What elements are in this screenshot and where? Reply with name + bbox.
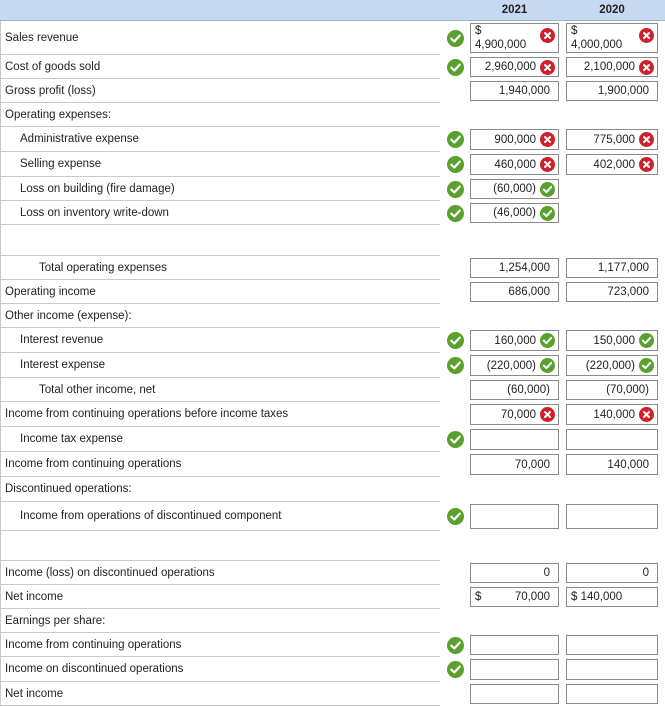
table-row <box>0 103 665 127</box>
amount-input-2021[interactable] <box>470 635 559 655</box>
amount-value: 150,000 <box>593 334 635 347</box>
cell-2020 <box>564 280 660 304</box>
amount-value: $ 140,000 <box>571 591 623 603</box>
amount-input-2021[interactable] <box>470 203 559 223</box>
amount-value: 4,000,000 <box>571 39 623 51</box>
table-header <box>0 0 665 21</box>
incorrect-icon <box>639 60 654 75</box>
cell-2021 <box>468 55 561 79</box>
correct-icon <box>639 358 654 373</box>
column-header-2020: 2020 <box>599 4 625 16</box>
cell-2020 <box>564 328 660 353</box>
row-label: Income tax expense <box>0 427 440 452</box>
amount-value: 1,254,000 <box>498 262 550 274</box>
amount-value: 4,900,000 <box>475 39 527 51</box>
table-row <box>0 452 665 477</box>
check-icon <box>447 357 464 374</box>
amount-input-2021[interactable] <box>470 659 559 680</box>
amount-input-2020[interactable] <box>566 454 658 475</box>
cell-2020 <box>564 21 660 55</box>
cell-2021 <box>468 452 561 477</box>
amount-value: 775,000 <box>593 133 635 146</box>
table-row <box>0 531 665 561</box>
amount-input-2020[interactable] <box>566 330 658 351</box>
table-row <box>0 55 665 79</box>
table-row <box>0 256 665 280</box>
cell-2021 <box>468 353 561 378</box>
amount-input-2021[interactable] <box>470 129 559 150</box>
amount-value: 2,960,000 <box>484 61 536 73</box>
row-label: Gross profit (loss) <box>0 79 440 103</box>
cell-2020 <box>564 378 660 402</box>
row-label: Earnings per share: <box>0 609 440 633</box>
table-row <box>0 201 665 225</box>
check-icon <box>447 637 464 654</box>
cell-2021 <box>468 328 561 353</box>
row-label: Total other income, net <box>0 378 440 402</box>
amount-input-2020[interactable] <box>566 355 658 376</box>
amount-input-2021[interactable] <box>470 57 559 77</box>
check-icon <box>447 131 464 148</box>
cell-2020 <box>564 657 660 682</box>
incorrect-icon <box>540 157 555 172</box>
amount-input-2021[interactable] <box>470 587 559 607</box>
check-icon <box>447 431 464 448</box>
table-row <box>0 127 665 152</box>
incorrect-icon <box>639 28 654 43</box>
cell-2021 <box>468 502 561 531</box>
cell-2021 <box>468 561 561 585</box>
cell-2020 <box>564 353 660 378</box>
amount-value: 1,940,000 <box>498 85 550 97</box>
amount-input-2020[interactable] <box>566 154 658 175</box>
amount-input-2021[interactable] <box>470 504 559 529</box>
amount-input-2020[interactable] <box>566 684 658 704</box>
amount-input-2021[interactable] <box>470 81 559 101</box>
amount-input-2021[interactable] <box>470 454 559 475</box>
amount-input-2021[interactable] <box>470 563 559 583</box>
amount-input-2020[interactable] <box>566 563 658 583</box>
table-row <box>0 477 665 502</box>
cell-2021 <box>468 256 561 280</box>
row-label <box>0 225 440 256</box>
amount-input-2020[interactable] <box>566 659 658 680</box>
row-label: Net income <box>0 682 440 706</box>
amount-value: (220,000) <box>585 359 635 372</box>
row-label: Income from continuing operations <box>0 452 440 477</box>
row-label: Operating expenses: <box>0 103 440 127</box>
table-row <box>0 177 665 201</box>
amount-input-2020[interactable] <box>566 258 658 278</box>
cell-2021 <box>468 682 561 706</box>
table-row <box>0 353 665 378</box>
row-label: Income (loss) on discontinued operations <box>0 561 440 585</box>
amount-input-2021[interactable] <box>470 282 559 302</box>
row-label: Income on discontinued operations <box>0 657 440 682</box>
table-row <box>0 225 665 256</box>
cell-2020 <box>564 585 660 609</box>
incorrect-icon <box>540 407 555 422</box>
correct-icon <box>540 182 555 197</box>
amount-value: 160,000 <box>494 334 536 347</box>
amount-input-2021[interactable] <box>470 684 559 704</box>
incorrect-icon <box>639 407 654 422</box>
row-label <box>0 531 440 561</box>
table-row <box>0 427 665 452</box>
amount-value: (220,000) <box>486 359 536 372</box>
amount-input-2021[interactable] <box>470 380 559 400</box>
row-label: Loss on inventory write-down <box>0 201 440 225</box>
amount-value: 0 <box>543 567 550 579</box>
amount-value: 70,000 <box>500 408 536 421</box>
row-label: Income from continuing operations <box>0 633 440 657</box>
row-label: Selling expense <box>0 152 440 177</box>
amount-input-2021[interactable] <box>470 179 559 199</box>
amount-input-2021[interactable] <box>470 330 559 351</box>
check-icon <box>447 332 464 349</box>
amount-input-2020[interactable] <box>566 380 658 400</box>
incorrect-icon <box>639 132 654 147</box>
check-icon <box>447 661 464 678</box>
row-label: Sales revenue <box>0 21 440 55</box>
amount-input-2020[interactable] <box>566 635 658 655</box>
check-icon <box>447 30 464 47</box>
row-label: Income from operations of discontinued component <box>0 502 440 531</box>
currency-symbol: $ <box>571 25 578 37</box>
amount-input-2020[interactable] <box>566 504 658 529</box>
amount-value: (60,000) <box>493 183 536 195</box>
cell-2020 <box>564 427 660 452</box>
row-label: Interest expense <box>0 353 440 378</box>
check-icon <box>447 508 464 525</box>
cell-2020 <box>564 127 660 152</box>
row-label: Income from continuing operations before income taxes <box>0 402 440 427</box>
column-header-2021: 2021 <box>501 4 528 16</box>
table-row <box>0 79 665 103</box>
cell-2021 <box>468 21 561 55</box>
amount-input-2020[interactable] <box>566 57 658 77</box>
amount-value: 460,000 <box>494 158 536 171</box>
table-row <box>0 585 665 609</box>
amount-value: 2,100,000 <box>583 61 635 73</box>
table-row <box>0 633 665 657</box>
row-label: Net income <box>0 585 440 609</box>
amount-input-2021[interactable] <box>470 355 559 376</box>
cell-2021 <box>468 79 561 103</box>
check-icon <box>447 59 464 76</box>
amount-value: 723,000 <box>607 286 649 298</box>
correct-icon <box>540 333 555 348</box>
cell-2021 <box>468 378 561 402</box>
amount-input-2020[interactable] <box>566 81 658 101</box>
incorrect-icon <box>639 157 654 172</box>
amount-value: 70,000 <box>514 458 550 471</box>
cell-2021 <box>468 280 561 304</box>
table-row <box>0 378 665 402</box>
table-row <box>0 657 665 682</box>
table-row <box>0 280 665 304</box>
row-label: Total operating expenses <box>0 256 440 280</box>
table-row <box>0 21 665 55</box>
cell-2020 <box>564 152 660 177</box>
amount-input-2020[interactable] <box>566 282 658 302</box>
amount-input-2021[interactable] <box>470 258 559 278</box>
correct-icon <box>639 333 654 348</box>
row-label: Interest revenue <box>0 328 440 353</box>
amount-value: (46,000) <box>493 207 536 219</box>
amount-input-2020[interactable] <box>566 404 658 425</box>
row-label: Operating income <box>0 280 440 304</box>
amount-value: 686,000 <box>508 286 550 298</box>
check-icon <box>447 156 464 173</box>
amount-input-2020[interactable] <box>566 429 658 450</box>
table-row <box>0 682 665 706</box>
cell-2021 <box>468 585 561 609</box>
cell-2020 <box>564 682 660 706</box>
row-label: Discontinued operations: <box>0 477 440 502</box>
table-row <box>0 152 665 177</box>
amount-input-2021[interactable] <box>470 23 559 53</box>
table-row <box>0 561 665 585</box>
amount-input-2021[interactable] <box>470 429 559 450</box>
amount-input-2021[interactable] <box>470 154 559 175</box>
table-row <box>0 328 665 353</box>
cell-2020 <box>564 452 660 477</box>
cell-2020 <box>564 561 660 585</box>
cell-2020 <box>564 402 660 427</box>
amount-value: 900,000 <box>494 133 536 146</box>
amount-value: 0 <box>642 567 649 579</box>
incorrect-icon <box>540 132 555 147</box>
amount-value: (60,000) <box>507 384 550 396</box>
incorrect-icon <box>540 60 555 75</box>
amount-input-2020[interactable] <box>566 23 658 53</box>
row-label: Loss on building (fire damage) <box>0 177 440 201</box>
table-row <box>0 502 665 531</box>
amount-value: 402,000 <box>593 158 635 171</box>
row-label: Administrative expense <box>0 127 440 152</box>
cell-2021 <box>468 127 561 152</box>
cell-2020 <box>564 502 660 531</box>
cell-2021 <box>468 427 561 452</box>
table-row <box>0 304 665 328</box>
cell-2021 <box>468 201 561 225</box>
correct-icon <box>540 358 555 373</box>
incorrect-icon <box>540 28 555 43</box>
row-label: Cost of goods sold <box>0 55 440 79</box>
check-icon <box>447 181 464 198</box>
cell-2021 <box>468 657 561 682</box>
amount-value: 140,000 <box>593 408 635 421</box>
cell-2021 <box>468 402 561 427</box>
cell-2020 <box>564 256 660 280</box>
cell-2020 <box>564 79 660 103</box>
amount-input-2021[interactable] <box>470 404 559 425</box>
amount-input-2020[interactable] <box>566 129 658 150</box>
cell-2021 <box>468 633 561 657</box>
amount-value: 1,177,000 <box>597 262 649 274</box>
cell-2021 <box>468 152 561 177</box>
amount-value: 70,000 <box>514 591 550 603</box>
amount-value: 1,900,000 <box>597 85 649 97</box>
cell-2020 <box>564 633 660 657</box>
currency-symbol: $ <box>475 591 482 603</box>
currency-symbol: $ <box>475 25 482 37</box>
table-row <box>0 609 665 633</box>
amount-value: (70,000) <box>606 384 649 396</box>
table-row <box>0 402 665 427</box>
cell-2020 <box>564 55 660 79</box>
correct-icon <box>540 206 555 221</box>
check-icon <box>447 205 464 222</box>
cell-2021 <box>468 177 561 201</box>
amount-input-2020[interactable] <box>566 587 658 607</box>
row-label: Other income (expense): <box>0 304 440 328</box>
amount-value: 140,000 <box>607 458 649 471</box>
